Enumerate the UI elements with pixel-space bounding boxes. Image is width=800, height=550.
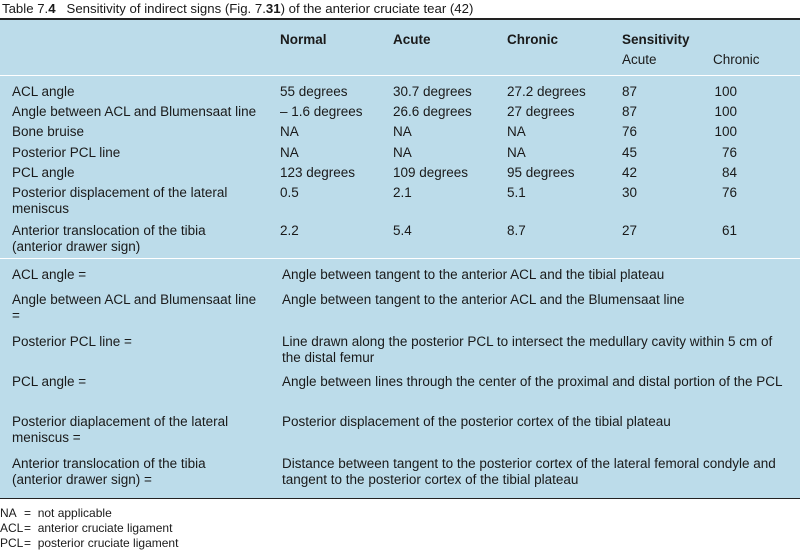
cell-chronic: 5.1 — [507, 185, 526, 200]
cell-sens-chronic: 100 — [714, 84, 737, 99]
caption-text: Sensitivity of indirect signs (Fig. 7. — [66, 1, 266, 16]
definition-term: Posterior diaplacement of the lateral meniscus = — [12, 414, 229, 445]
definition-term: ACL angle = — [12, 267, 87, 282]
row-label: PCL angle — [12, 165, 75, 180]
cell-normal: 0.5 — [280, 185, 299, 200]
definition-text: Angle between lines through the center of the proximal and distal portion of the PCL — [282, 374, 783, 389]
header-sensitivity: Sensitivity — [622, 32, 690, 47]
row-label-line-1: Posterior displacement of the lateral — [12, 185, 228, 200]
footnote — [0, 521, 172, 535]
row-label: ACL angle — [12, 84, 75, 99]
header-chronic: Chronic — [507, 32, 559, 47]
header-normal: Normal — [280, 32, 327, 47]
row-label-line-1: Anterior translocation of the tibia — [12, 223, 206, 238]
header-acute: Acute — [393, 32, 431, 47]
row-label: Angle between ACL and Blumensaat line — [12, 104, 257, 119]
row-label-line-2: meniscus — [12, 201, 70, 216]
cell-sens-acute: 87 — [622, 84, 638, 99]
definition-term: Anterior translocation of the tibia (anterior drawer sign) = — [12, 456, 206, 487]
cell-chronic: 95 degrees — [507, 165, 575, 180]
header-divider — [0, 75, 800, 76]
caption-figure-number: 31 — [265, 1, 281, 16]
cell-normal: NA — [280, 145, 299, 160]
cell-sens-chronic: 76 — [721, 145, 737, 160]
row-label: Bone bruise — [12, 124, 85, 139]
caption-prefix: Table 7. — [2, 1, 49, 16]
cell-chronic: 27.2 degrees — [507, 84, 586, 99]
definition-text: Angle between tangent to the anterior ACL and the tibial plateau — [282, 267, 665, 282]
footnote-eq: = — [24, 521, 32, 535]
cell-sens-acute: 76 — [622, 124, 638, 139]
cell-sens-chronic: 76 — [721, 185, 737, 200]
header-sensitivity-acute: Acute — [622, 52, 657, 67]
caption-table-number: 4 — [48, 1, 56, 16]
cell-sens-chronic: 84 — [721, 165, 737, 180]
cell-normal: 55 degrees — [280, 84, 348, 99]
bottom-rule — [0, 498, 800, 499]
footnote — [0, 506, 112, 520]
cell-chronic: 8.7 — [507, 223, 526, 238]
cell-sens-chronic: 61 — [721, 223, 737, 238]
cell-acute: 2.1 — [393, 185, 412, 200]
cell-normal: – 1.6 degrees — [280, 104, 363, 119]
definition-term: Posterior PCL line = — [12, 334, 132, 349]
header-sensitivity-chronic: Chronic — [713, 52, 760, 67]
caption-text-end: ) of the anterior cruciate tear (42) — [280, 1, 474, 16]
definitions-divider — [0, 258, 800, 259]
cell-sens-chronic: 100 — [714, 124, 737, 139]
cell-acute: NA — [393, 145, 412, 160]
footnote-text: anterior cruciate ligament — [37, 521, 173, 535]
cell-acute: 30.7 degrees — [393, 84, 472, 99]
row-label: Posterior PCL line — [12, 145, 121, 160]
cell-acute: 109 degrees — [393, 165, 469, 180]
cell-acute: NA — [393, 124, 412, 139]
cell-acute: 5.4 — [393, 223, 412, 238]
footnote-text: posterior cruciate ligament — [37, 536, 179, 550]
cell-normal: 2.2 — [280, 223, 299, 238]
footnote-eq: = — [24, 506, 32, 520]
footnote — [0, 536, 178, 550]
cell-sens-acute: 27 — [622, 223, 638, 238]
footnote-abbr: NA — [0, 506, 17, 520]
footnote-eq: = — [24, 536, 32, 550]
definition-text: Angle between tangent to the anterior ACL and the Blumensaat line — [282, 292, 685, 307]
footnote-text: not applicable — [37, 506, 112, 520]
cell-sens-acute: 45 — [622, 145, 638, 160]
cell-sens-chronic: 100 — [714, 104, 737, 119]
definition-term: PCL angle = — [12, 374, 87, 389]
footnote-abbr: ACL — [0, 521, 24, 535]
cell-acute: 26.6 degrees — [393, 104, 472, 119]
definition-term: Angle between ACL and Blumensaat line = — [12, 292, 257, 323]
cell-chronic: NA — [507, 124, 526, 139]
footnote-abbr: PCL — [0, 536, 24, 550]
cell-sens-acute: 42 — [622, 165, 638, 180]
definition-text: Distance between tangent to the posterior cortex of the lateral femoral condyle and tangent to the posterior cortex of the tibial plateau — [282, 456, 776, 487]
cell-sens-acute: 87 — [622, 104, 638, 119]
row-label-line-2: (anterior drawer sign) — [12, 239, 141, 254]
definition-text: Line drawn along the posterior PCL to intersect the medullary cavity within 5 cm of the distal femur — [282, 334, 773, 365]
cell-normal: 123 degrees — [280, 165, 356, 180]
cell-normal: NA — [280, 124, 299, 139]
cell-sens-acute: 30 — [622, 185, 638, 200]
cell-chronic: NA — [507, 145, 526, 160]
cell-chronic: 27 degrees — [507, 104, 575, 119]
definition-text: Posterior displacement of the posterior cortex of the tibial plateau — [282, 414, 671, 429]
